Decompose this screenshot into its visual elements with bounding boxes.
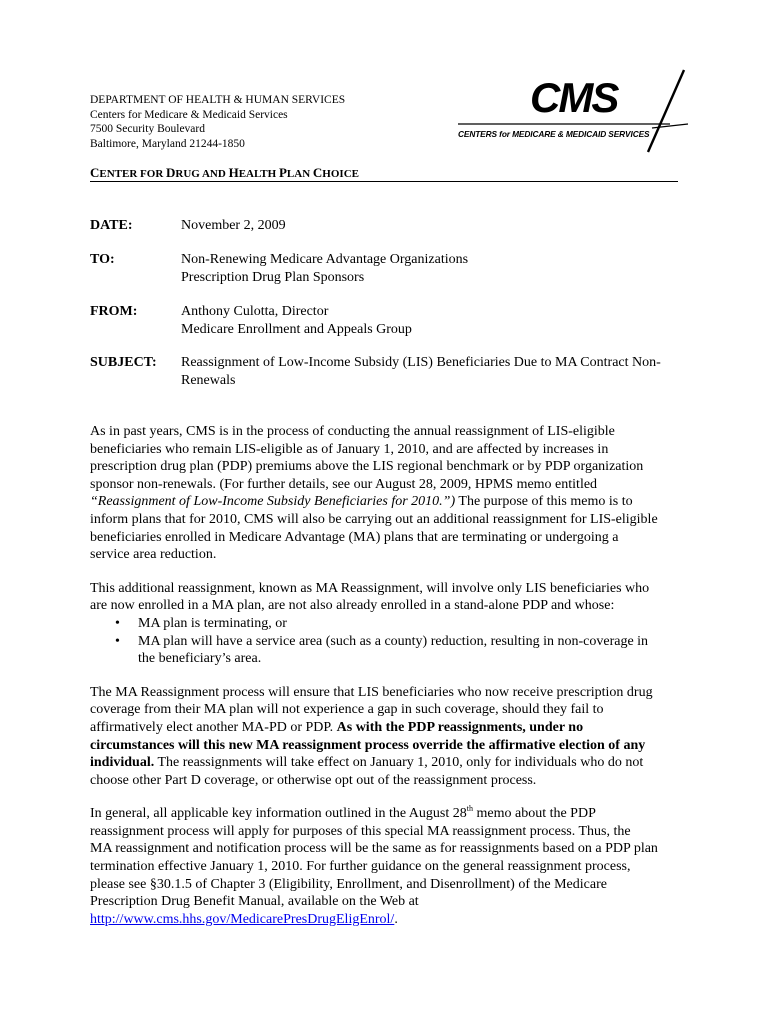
to-row bbox=[90, 251, 690, 287]
from-group: Medicare Enrollment and Appeals Group bbox=[181, 321, 412, 337]
bullet-item: • MA plan is terminating, or bbox=[115, 615, 287, 631]
date-value: November 2, 2009 bbox=[181, 218, 286, 233]
subject-row bbox=[90, 354, 690, 390]
paragraph-3: The MA Reassignment process will ensure that LIS beneficiaries who now receive prescription drug coverage from their MA plan will not experience a gap in such coverage, should they fail to affirmatively elect another MA-PD or PDP. As with the PDP reassignments, under no circumstances will this new MA reassignment process override the affirmative election of any individual. The reassignments will take effect on January 1, 2010, only for individuals who do not choose other Part D coverage, or otherwise opt out of the reassignment process. bbox=[90, 684, 653, 788]
subject-label: SUBJECT: bbox=[90, 355, 157, 370]
city-address: Baltimore, Maryland 21244-1850 bbox=[90, 137, 245, 150]
paragraph-1: As in past years, CMS is in the process of conducting the annual reassignment of LIS-eligible beneficiaries who remain LIS-eligible as of January 1, 2010, and are affected by increases in prescription drug plan (PDP) premiums above the LIS regional benchmark or by PDP organization sponsor non-renewals. (For further details, see our August 28, 2009, HPMS memo entitled “Reassignment of Low-Income Subsidy Beneficiaries for 2010.”) The purpose of this memo is to inform plans that for 2010, CMS will also be carrying out an additional reassignment for LIS-eligible beneficiaries enrolled in Medicare Advantage (MA) plans that are terminating or undergoing a service area reduction. bbox=[90, 424, 658, 563]
department-name: DEPARTMENT OF HEALTH & HUMAN SERVICES bbox=[90, 94, 346, 106]
street-address: 7500 Security Boulevard bbox=[90, 123, 205, 135]
agency-address bbox=[90, 93, 345, 151]
to-recipient-2: Prescription Drug Plan Sponsors bbox=[181, 269, 365, 285]
memo-reference-title: “Reassignment of Low-Income Subsidy Beneficiaries for 2010.”) bbox=[90, 494, 456, 510]
cms-logo-letters: CMS bbox=[530, 74, 618, 121]
centers-name: Centers for Medicare & Medicaid Services bbox=[90, 108, 288, 121]
center-title: CENTER FOR DRUG AND HEALTH PLAN CHOICE bbox=[90, 166, 678, 182]
subject-line-1: Reassignment of Low-Income Subsidy (LIS) Beneficiaries Due to MA Contract Non- bbox=[181, 355, 661, 370]
bullet-item: • MA plan will have a service area (such as a county) reduction, resulting in non-coverage in bbox=[115, 633, 649, 649]
from-name: Anthony Culotta, Director bbox=[181, 304, 329, 319]
memo-body bbox=[90, 423, 690, 944]
bullet-icon: • bbox=[115, 615, 120, 631]
cms-logo-tagline: CENTERS for MEDICARE & MEDICAID SERVICES bbox=[458, 129, 650, 139]
date-row bbox=[90, 217, 690, 235]
date-label: DATE: bbox=[90, 218, 133, 233]
cms-logo bbox=[452, 66, 692, 156]
to-recipient-1: Non-Renewing Medicare Advantage Organizations bbox=[181, 252, 469, 267]
manual-web-link[interactable]: http://www.cms.hhs.gov/MedicarePresDrugEligEnrol/ bbox=[90, 911, 395, 927]
subject-line-2: Renewals bbox=[181, 372, 236, 388]
from-label: FROM: bbox=[90, 304, 138, 319]
from-row bbox=[90, 303, 690, 339]
to-label: TO: bbox=[90, 252, 115, 267]
paragraph-2: This additional reassignment, known as MA Reassignment, will involve only LIS beneficiaries who are now enrolled in a MA plan, are not also already enrolled in a stand-alone PDP and whose: • MA plan is terminating, or • MA plan will have a service area (such as a county) reduction, resulting in non-coverage in the beneficiary’s area. bbox=[90, 580, 690, 668]
paragraph-4: In general, all applicable key information outlined in the August 28th memo about the PDP reassignment process will apply for purposes of this special MA reassignment process. Thus, the MA reassignment and notification process will be the same as for reassignments based on a PDP plan termination effective January 1, 2010. For further guidance on the general reassignment process, please see §30.1.5 of Chapter 3 (Eligibility, Enrollment, and Disenrollment) of the Medicare Prescription Drug Benefit Manual, available on the Web at http://www.cms.hhs.gov/MedicarePresDrugEligEnrol/. bbox=[90, 804, 658, 927]
bullet-icon: • bbox=[115, 633, 120, 649]
